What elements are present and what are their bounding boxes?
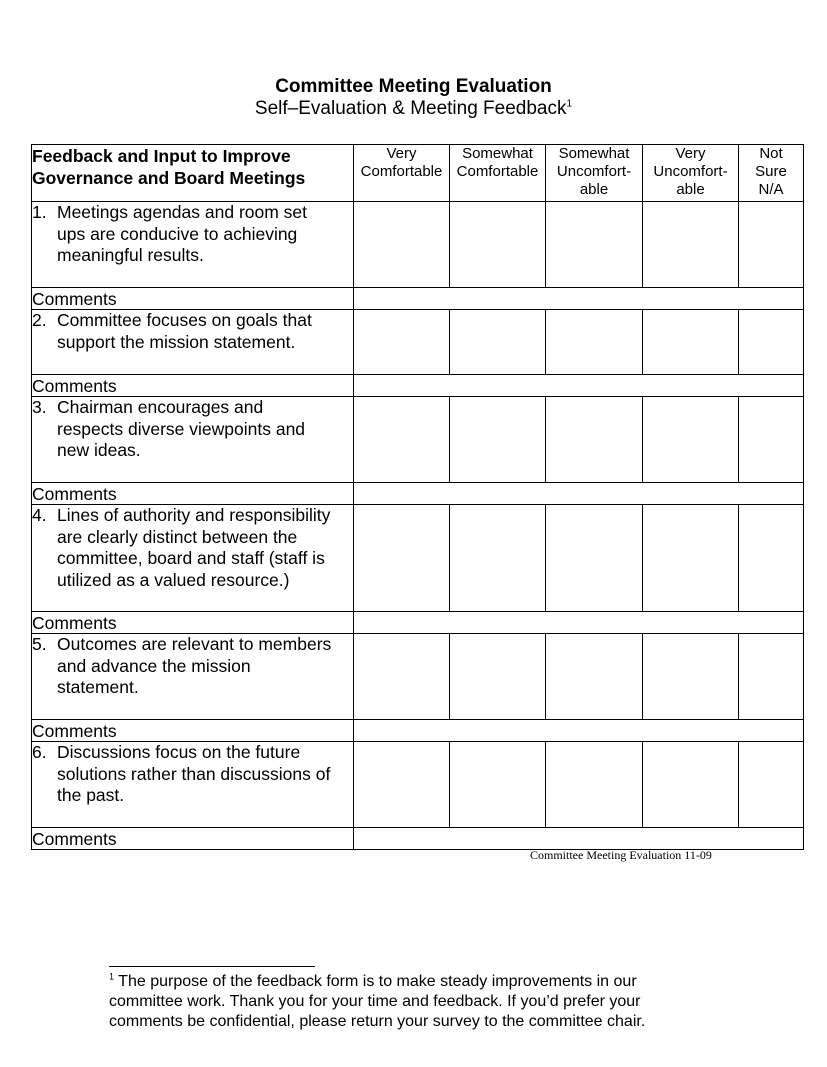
comments-field[interactable] — [354, 828, 804, 850]
footnote-line: committee work. Thank you for your time and feedback. If you’d prefer your — [109, 993, 641, 1010]
question-number: 1. — [32, 202, 47, 222]
question-text — [57, 634, 353, 699]
rating-header-line: Uncomfort- — [556, 163, 632, 180]
page-subtitle — [0, 98, 827, 120]
question-line: Outcomes are relevant to members — [57, 634, 332, 654]
rating-cell[interactable] — [546, 397, 643, 483]
rating-header-line: N/A — [758, 181, 784, 198]
question-row — [32, 742, 804, 828]
question-line: utilized as a valued resource.) — [57, 569, 290, 590]
footnote-line: comments be confidential, please return your survey to the committee chair. — [109, 1013, 646, 1030]
comments-label: Comments — [32, 612, 354, 634]
question-cell — [32, 634, 354, 720]
question-text — [57, 742, 353, 807]
question-number: 3. — [32, 397, 47, 417]
rating-cell[interactable] — [546, 505, 643, 612]
rating-cell[interactable] — [546, 202, 643, 288]
comment-row — [32, 612, 804, 634]
comments-label: Comments — [32, 828, 354, 850]
rating-cell[interactable] — [643, 505, 739, 612]
rating-header-very-uncomfortable — [643, 145, 739, 202]
question-number: 4. — [32, 505, 47, 525]
rating-cell[interactable] — [450, 310, 546, 375]
question-line: Chairman encourages and — [57, 397, 264, 417]
rating-header-line: Sure — [755, 163, 787, 180]
rating-header-line: Comfortable — [360, 163, 443, 180]
rating-cell[interactable] — [643, 310, 739, 375]
subtitle-text: Self–Evaluation & Meeting Feedback — [254, 98, 567, 119]
question-cell — [32, 505, 354, 612]
question-row — [32, 634, 804, 720]
rating-cell[interactable] — [739, 634, 804, 720]
rating-header-line: able — [676, 181, 705, 198]
footnote-mark: 1 — [109, 971, 115, 982]
question-line: new ideas. — [57, 440, 141, 460]
comment-row — [32, 828, 804, 850]
comments-field[interactable] — [354, 612, 804, 634]
rating-header-somewhat-comfortable — [450, 145, 546, 202]
rating-cell[interactable] — [643, 742, 739, 828]
question-line: statement. — [57, 677, 139, 697]
rating-cell[interactable] — [354, 742, 450, 828]
comment-row — [32, 288, 804, 310]
evaluation-table — [31, 144, 804, 850]
question-cell — [32, 742, 354, 828]
footnote-divider — [109, 966, 315, 967]
question-text — [57, 397, 353, 462]
question-cell — [32, 202, 354, 288]
question-line: the past. — [57, 785, 125, 805]
rating-header-line: Uncomfort- — [653, 163, 728, 180]
rating-cell[interactable] — [739, 742, 804, 828]
rating-header-somewhat-uncomfortable — [546, 145, 643, 202]
rating-header-line: Not — [759, 145, 783, 162]
rating-cell[interactable] — [739, 310, 804, 375]
comment-row — [32, 720, 804, 742]
question-line: Discussions focus on the future — [57, 742, 301, 762]
question-line: are clearly distinct between the — [57, 526, 298, 547]
rating-cell[interactable] — [354, 505, 450, 612]
rating-header-line: Comfortable — [456, 163, 539, 180]
question-row — [32, 397, 804, 483]
question-line: support the mission statement. — [57, 331, 296, 352]
rating-cell[interactable] — [354, 202, 450, 288]
rating-header-not-sure — [739, 145, 804, 202]
rating-header-very-comfortable — [354, 145, 450, 202]
rating-header-line: Somewhat — [558, 145, 630, 162]
question-header-line: Feedback and Input to Improve — [32, 146, 291, 166]
rating-header-line: Very — [386, 145, 417, 162]
question-column-header — [32, 145, 354, 202]
rating-header-line: able — [579, 181, 609, 198]
comments-field[interactable] — [354, 288, 804, 310]
rating-cell[interactable] — [739, 397, 804, 483]
question-line: respects diverse viewpoints and — [57, 418, 306, 439]
rating-cell[interactable] — [739, 202, 804, 288]
question-cell — [32, 310, 354, 375]
rating-cell[interactable] — [354, 310, 450, 375]
question-text — [57, 310, 353, 353]
rating-cell[interactable] — [546, 634, 643, 720]
rating-cell[interactable] — [739, 505, 804, 612]
rating-cell[interactable] — [643, 634, 739, 720]
question-line: solutions rather than discussions of — [57, 763, 331, 784]
comment-row — [32, 375, 804, 397]
question-number: 6. — [32, 742, 47, 762]
question-number: 2. — [32, 310, 47, 330]
footnote-line — [109, 972, 729, 992]
question-text — [57, 202, 353, 267]
rating-cell[interactable] — [450, 202, 546, 288]
rating-cell[interactable] — [450, 505, 546, 612]
question-line: meaningful results. — [57, 245, 204, 265]
question-line: and advance the mission — [57, 655, 251, 676]
question-text — [57, 505, 353, 591]
rating-cell[interactable] — [450, 634, 546, 720]
table-header-row — [32, 145, 804, 202]
question-row — [32, 310, 804, 375]
comments-label: Comments — [32, 720, 354, 742]
comments-label: Comments — [32, 375, 354, 397]
rating-cell[interactable] — [546, 310, 643, 375]
question-line: Meetings agendas and room set — [57, 202, 308, 222]
question-row — [32, 505, 804, 612]
question-line: ups are conducive to achieving — [57, 223, 298, 244]
comment-row — [32, 483, 804, 505]
question-line: Lines of authority and responsibility — [57, 505, 331, 525]
question-line: committee, board and staff (staff is — [57, 548, 325, 568]
comments-field[interactable] — [354, 375, 804, 397]
question-number: 5. — [32, 634, 47, 654]
rating-cell[interactable] — [546, 742, 643, 828]
rating-header-line: Very — [675, 145, 706, 162]
form-reference: Committee Meeting Evaluation 11-09 — [530, 848, 712, 862]
page-title: Committee Meeting Evaluation — [275, 76, 552, 97]
question-row — [32, 202, 804, 288]
rating-cell[interactable] — [643, 202, 739, 288]
rating-cell[interactable] — [643, 397, 739, 483]
comments-field[interactable] — [354, 720, 804, 742]
comments-label: Comments — [32, 288, 354, 310]
question-cell — [32, 397, 354, 483]
rating-cell[interactable] — [450, 742, 546, 828]
question-header-line: Governance and Board Meetings — [32, 168, 306, 188]
question-line: Committee focuses on goals that — [57, 310, 312, 330]
rating-cell[interactable] — [354, 634, 450, 720]
footnote-text: The purpose of the feedback form is to make steady improvements in our — [118, 973, 637, 990]
footnote — [109, 972, 729, 1032]
rating-header-line: Somewhat — [462, 145, 533, 162]
rating-cell[interactable] — [354, 397, 450, 483]
comments-field[interactable] — [354, 483, 804, 505]
footnote-reference-mark: 1 — [566, 98, 573, 110]
rating-cell[interactable] — [450, 397, 546, 483]
comments-label: Comments — [32, 483, 354, 505]
